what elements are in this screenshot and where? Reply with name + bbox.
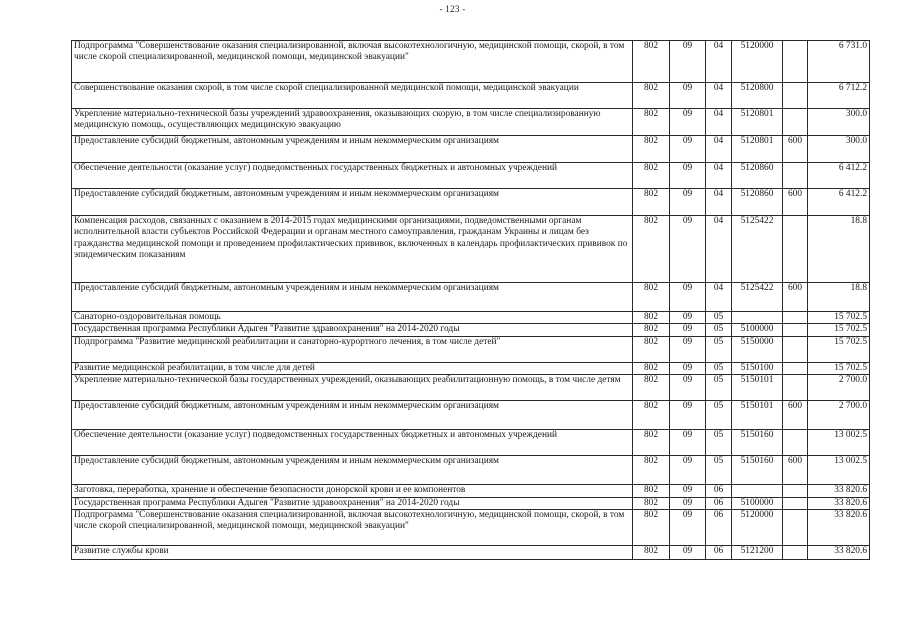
cell-ministry-code: 802 bbox=[633, 324, 670, 336]
cell-subsection-code: 05 bbox=[706, 375, 732, 401]
cell-expense-type: 600 bbox=[783, 456, 808, 485]
cell-amount: 33 820.6 bbox=[808, 485, 870, 497]
table-row bbox=[72, 362, 870, 374]
cell-expense-type bbox=[783, 109, 808, 136]
table-row bbox=[72, 497, 870, 509]
cell-amount: 15 702.5 bbox=[808, 312, 870, 324]
cell-ministry-code: 802 bbox=[633, 497, 670, 509]
cell-subsection-code: 05 bbox=[706, 362, 732, 374]
cell-section-code: 09 bbox=[670, 362, 706, 374]
cell-ministry-code: 802 bbox=[633, 163, 670, 189]
cell-section-code: 09 bbox=[670, 283, 706, 312]
cell-ministry-code: 802 bbox=[633, 546, 670, 560]
cell-target-article bbox=[732, 312, 783, 324]
cell-amount: 6 712.2 bbox=[808, 83, 870, 109]
cell-amount: 13 002.5 bbox=[808, 456, 870, 485]
cell-amount: 2 700.0 bbox=[808, 375, 870, 401]
cell-section-code: 09 bbox=[670, 216, 706, 283]
cell-section-code: 09 bbox=[670, 163, 706, 189]
table-row bbox=[72, 283, 870, 312]
cell-section-code: 09 bbox=[670, 510, 706, 546]
table-row bbox=[72, 324, 870, 336]
cell-subsection-code: 05 bbox=[706, 401, 732, 430]
cell-expense-type: 600 bbox=[783, 136, 808, 163]
cell-name: Совершенствование оказания скорой, в том числе скорой специализированной медицинской помощи, медицинской эвакуации bbox=[72, 83, 633, 109]
cell-name: Укрепление материально-технической базы учреждений здравоохранения, оказывающих скорую, в том числе специализированную медицинскую помощь, осуществляющих медицинскую эвакуацию bbox=[72, 109, 633, 136]
cell-name: Государственная программа Республики Адыгея "Развитие здравоохранения" на 2014-2020 годы bbox=[72, 324, 633, 336]
cell-amount: 2 700.0 bbox=[808, 401, 870, 430]
cell-ministry-code: 802 bbox=[633, 283, 670, 312]
table-row bbox=[72, 375, 870, 401]
table-row bbox=[72, 456, 870, 485]
cell-amount: 300.0 bbox=[808, 136, 870, 163]
cell-target-article: 5120860 bbox=[732, 189, 783, 216]
cell-name: Развитие медицинской реабилитации, в том числе для детей bbox=[72, 362, 633, 374]
cell-section-code: 09 bbox=[670, 189, 706, 216]
cell-name: Подпрограмма "Совершенствование оказания специализированной, включая высокотехнологичную, медицинской помощи, скорой, в том числе скорой специализированной, медицинской помощи, медицинской эвакуации" bbox=[72, 510, 633, 546]
cell-ministry-code: 802 bbox=[633, 401, 670, 430]
cell-section-code: 09 bbox=[670, 546, 706, 560]
cell-name: Предоставление субсидий бюджетным, автономным учреждениям и иным некоммерческим организациям bbox=[72, 283, 633, 312]
cell-section-code: 09 bbox=[670, 109, 706, 136]
cell-ministry-code: 802 bbox=[633, 83, 670, 109]
cell-name: Подпрограмма "Развитие медицинской реабилитации и санаторно-курортного лечения, в том числе детей" bbox=[72, 336, 633, 362]
table-row bbox=[72, 336, 870, 362]
table-row bbox=[72, 216, 870, 283]
cell-section-code: 09 bbox=[670, 136, 706, 163]
cell-expense-type: 600 bbox=[783, 401, 808, 430]
cell-expense-type bbox=[783, 485, 808, 497]
cell-subsection-code: 05 bbox=[706, 336, 732, 362]
cell-name: Компенсация расходов, связанных с оказанием в 2014-2015 годах медицинскими организациями, подведомственными органам исполнительной власти субъектов Российской Федерации и органам местного самоуправления, гражданам Украины и лицам без гражданства медицинской помощи и проведением профилактических прививок, включенных в календарь профилактических прививок по эпидемическим показаниям bbox=[72, 216, 633, 283]
cell-section-code: 09 bbox=[670, 83, 706, 109]
cell-name: Предоставление субсидий бюджетным, автономным учреждениям и иным некоммерческим организациям bbox=[72, 456, 633, 485]
cell-amount: 13 002.5 bbox=[808, 430, 870, 456]
cell-name: Подпрограмма "Совершенствование оказания специализированной, включая высокотехнологичную, медицинской помощи, скорой, в том числе скорой специализированной, медицинской помощи, медицинской эвакуации" bbox=[72, 41, 633, 83]
cell-target-article: 5150101 bbox=[732, 401, 783, 430]
cell-subsection-code: 06 bbox=[706, 485, 732, 497]
cell-target-article: 5150000 bbox=[732, 336, 783, 362]
cell-subsection-code: 04 bbox=[706, 136, 732, 163]
cell-name: Государственная программа Республики Адыгея "Развитие здравоохранения" на 2014-2020 годы bbox=[72, 497, 633, 509]
cell-expense-type bbox=[783, 324, 808, 336]
cell-expense-type bbox=[783, 362, 808, 374]
cell-subsection-code: 04 bbox=[706, 83, 732, 109]
cell-section-code: 09 bbox=[670, 375, 706, 401]
cell-subsection-code: 04 bbox=[706, 189, 732, 216]
cell-name: Предоставление субсидий бюджетным, автономным учреждениям и иным некоммерческим организациям bbox=[72, 401, 633, 430]
cell-subsection-code: 05 bbox=[706, 456, 732, 485]
cell-amount: 15 702.5 bbox=[808, 362, 870, 374]
table-row bbox=[72, 430, 870, 456]
cell-amount: 6 731.0 bbox=[808, 41, 870, 83]
cell-expense-type bbox=[783, 510, 808, 546]
cell-subsection-code: 04 bbox=[706, 216, 732, 283]
cell-amount: 15 702.5 bbox=[808, 336, 870, 362]
cell-amount: 6 412.2 bbox=[808, 163, 870, 189]
page-number: - 123 - bbox=[439, 4, 466, 14]
cell-section-code: 09 bbox=[670, 497, 706, 509]
cell-target-article: 5100000 bbox=[732, 497, 783, 509]
cell-section-code: 09 bbox=[670, 336, 706, 362]
cell-expense-type: 600 bbox=[783, 283, 808, 312]
table-row bbox=[72, 510, 870, 546]
table-row bbox=[72, 546, 870, 560]
cell-amount: 18.8 bbox=[808, 283, 870, 312]
cell-section-code: 09 bbox=[670, 456, 706, 485]
cell-ministry-code: 802 bbox=[633, 456, 670, 485]
cell-amount: 15 702.5 bbox=[808, 324, 870, 336]
cell-subsection-code: 04 bbox=[706, 109, 732, 136]
cell-target-article: 5120860 bbox=[732, 163, 783, 189]
cell-ministry-code: 802 bbox=[633, 375, 670, 401]
cell-name: Развитие службы крови bbox=[72, 546, 633, 560]
cell-name: Обеспечение деятельности (оказание услуг) подведомственных государственных бюджетных и автономных учреждений bbox=[72, 163, 633, 189]
cell-expense-type bbox=[783, 312, 808, 324]
cell-amount: 18.8 bbox=[808, 216, 870, 283]
cell-subsection-code: 06 bbox=[706, 510, 732, 546]
cell-subsection-code: 05 bbox=[706, 324, 732, 336]
cell-expense-type bbox=[783, 216, 808, 283]
cell-subsection-code: 04 bbox=[706, 283, 732, 312]
cell-target-article: 5120801 bbox=[732, 136, 783, 163]
table-row bbox=[72, 401, 870, 430]
cell-subsection-code: 05 bbox=[706, 430, 732, 456]
cell-ministry-code: 802 bbox=[633, 41, 670, 83]
cell-expense-type bbox=[783, 41, 808, 83]
cell-target-article: 5150160 bbox=[732, 456, 783, 485]
cell-expense-type: 600 bbox=[783, 189, 808, 216]
cell-amount: 300.0 bbox=[808, 109, 870, 136]
cell-name: Предоставление субсидий бюджетным, автономным учреждениям и иным некоммерческим организациям bbox=[72, 189, 633, 216]
cell-expense-type bbox=[783, 546, 808, 560]
cell-subsection-code: 05 bbox=[706, 312, 732, 324]
table-row bbox=[72, 312, 870, 324]
cell-subsection-code: 04 bbox=[706, 163, 732, 189]
cell-ministry-code: 802 bbox=[633, 336, 670, 362]
cell-target-article: 5120800 bbox=[732, 83, 783, 109]
cell-target-article: 5120000 bbox=[732, 510, 783, 546]
cell-ministry-code: 802 bbox=[633, 216, 670, 283]
cell-ministry-code: 802 bbox=[633, 136, 670, 163]
cell-target-article: 5120801 bbox=[732, 109, 783, 136]
cell-ministry-code: 802 bbox=[633, 109, 670, 136]
cell-target-article: 5150160 bbox=[732, 430, 783, 456]
cell-target-article: 5150100 bbox=[732, 362, 783, 374]
cell-expense-type bbox=[783, 497, 808, 509]
budget-table bbox=[71, 40, 870, 560]
cell-expense-type bbox=[783, 430, 808, 456]
table-row bbox=[72, 189, 870, 216]
cell-subsection-code: 06 bbox=[706, 497, 732, 509]
cell-target-article bbox=[732, 485, 783, 497]
cell-expense-type bbox=[783, 336, 808, 362]
cell-ministry-code: 802 bbox=[633, 510, 670, 546]
cell-section-code: 09 bbox=[670, 401, 706, 430]
cell-target-article: 5150101 bbox=[732, 375, 783, 401]
cell-name: Предоставление субсидий бюджетным, автономным учреждениям и иным некоммерческим организациям bbox=[72, 136, 633, 163]
table-row bbox=[72, 41, 870, 83]
cell-target-article: 5125422 bbox=[732, 283, 783, 312]
cell-subsection-code: 04 bbox=[706, 41, 732, 83]
cell-target-article: 5121200 bbox=[732, 546, 783, 560]
cell-ministry-code: 802 bbox=[633, 312, 670, 324]
cell-target-article: 5125422 bbox=[732, 216, 783, 283]
cell-section-code: 09 bbox=[670, 485, 706, 497]
cell-ministry-code: 802 bbox=[633, 189, 670, 216]
cell-section-code: 09 bbox=[670, 312, 706, 324]
cell-amount: 33 820.6 bbox=[808, 510, 870, 546]
cell-expense-type bbox=[783, 83, 808, 109]
cell-amount: 6 412.2 bbox=[808, 189, 870, 216]
cell-section-code: 09 bbox=[670, 430, 706, 456]
cell-ministry-code: 802 bbox=[633, 485, 670, 497]
table-row bbox=[72, 136, 870, 163]
cell-section-code: 09 bbox=[670, 324, 706, 336]
cell-expense-type bbox=[783, 163, 808, 189]
cell-target-article: 5100000 bbox=[732, 324, 783, 336]
cell-name: Заготовка, переработка, хранение и обеспечение безопасности донорской крови и ее компонентов bbox=[72, 485, 633, 497]
table-row bbox=[72, 485, 870, 497]
cell-name: Укрепление материально-технической базы государственных учреждений, оказывающих реабилитационную помощь, в том числе детям bbox=[72, 375, 633, 401]
cell-name: Санаторно-оздоровительная помощь bbox=[72, 312, 633, 324]
cell-amount: 33 820.6 bbox=[808, 497, 870, 509]
table-row bbox=[72, 109, 870, 136]
cell-name: Обеспечение деятельности (оказание услуг) подведомственных государственных бюджетных и автономных учреждений bbox=[72, 430, 633, 456]
cell-ministry-code: 802 bbox=[633, 430, 670, 456]
table-row bbox=[72, 83, 870, 109]
cell-expense-type bbox=[783, 375, 808, 401]
cell-target-article: 5120000 bbox=[732, 41, 783, 83]
cell-amount: 33 820.6 bbox=[808, 546, 870, 560]
cell-subsection-code: 06 bbox=[706, 546, 732, 560]
table-row bbox=[72, 163, 870, 189]
cell-ministry-code: 802 bbox=[633, 362, 670, 374]
cell-section-code: 09 bbox=[670, 41, 706, 83]
